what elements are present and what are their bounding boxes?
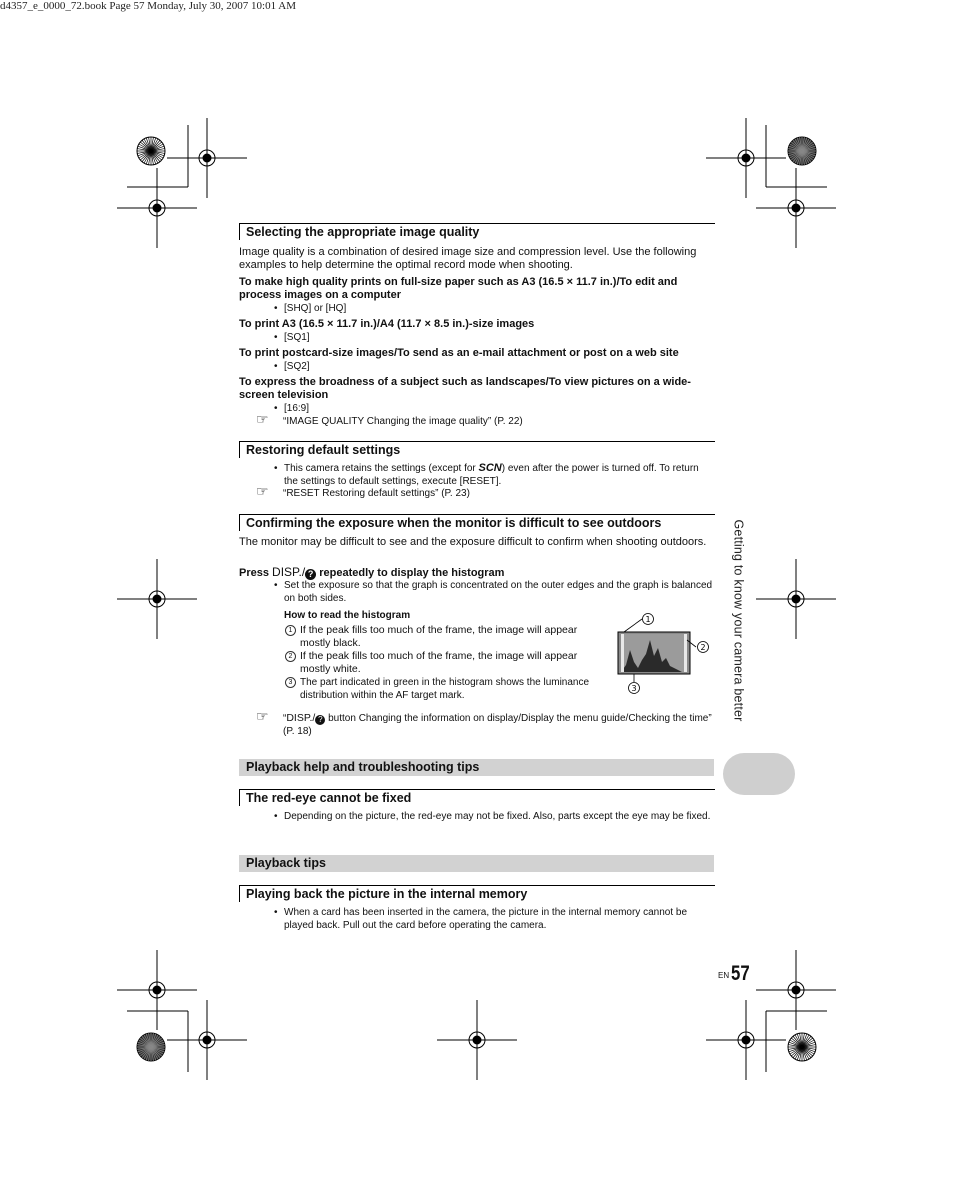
pointing-hand-icon: ☞ [256,411,269,427]
marker-1: 1 [645,615,651,624]
pointing-hand-icon: ☞ [256,708,269,724]
heading-text: Restoring default settings [246,443,401,457]
page-language: EN [718,971,730,980]
page-number: 57 [731,962,750,985]
question-circle-icon: ? [305,569,316,580]
print-header: d4357_e_0000_72.book Page 57 Monday, July 30, 2007 10:01 AM [0,0,296,12]
heading-text: Playback help and troubleshooting tips [246,760,480,774]
section-heading-redeye [239,789,715,806]
crosshair-mark [473,1036,481,1044]
histogram-list [285,624,595,702]
case1-title: To make high quality prints on full-size paper such as A3 (16.5 × 11.7 in.)/To edit and process images on a computer [239,276,678,301]
case3-title: To print postcard-size images/To send as an e-mail attachment or post on a web site [239,347,679,359]
heading-text: Playing back the picture in the internal memory [246,887,528,901]
marker-3: 3 [631,684,637,693]
scene-mode-icon: SCN [478,462,502,474]
section-heading-image-quality [239,223,715,240]
crosshair-mark [153,595,161,603]
side-tab-marker [723,753,795,795]
crosshair-mark [792,595,800,603]
press-disp-instruction: Press DISP./ ? repeatedly to display the histogram [239,565,505,579]
section-heading-internal-memory [239,885,715,902]
heading-text: The red-eye cannot be fixed [246,791,412,805]
crosshair-mark [153,986,161,994]
crosshair-mark [203,1036,211,1044]
how-to-read-title: How to read the histogram [284,610,411,621]
list-item: 1 If the peak fills too much of the frame, the image will appear mostly black. [285,624,595,650]
section-heading-exposure [239,514,715,531]
section-bar-playback-help [239,759,714,776]
heading-text: Selecting the appropriate image quality [246,225,480,239]
heading-text: Playback tips [246,856,326,870]
crosshair-mark [742,1036,750,1044]
heading-text: Confirming the exposure when the monitor is difficult to see outdoors [246,516,662,530]
side-tab [728,520,748,750]
section-heading-restore [239,441,715,458]
crosshair-mark [742,154,750,162]
marker-2: 2 [700,643,706,652]
pointing-hand-icon: ☞ [256,483,269,499]
case2-title: To print A3 (16.5 × 11.7 in.)/A4 (11.7 × 8.5 in.)-size images [239,318,535,330]
crosshair-mark [792,204,800,212]
exposure-intro: The monitor may be difficult to see and the exposure difficult to confirm when shooting outdoors. [239,536,707,548]
histogram-figure [612,610,714,696]
list-item: 3 The part indicated in green in the histogram shows the luminance distribution within the AF target mark. [285,676,595,702]
crosshair-mark [792,986,800,994]
image-quality-intro: Image quality is a combination of desired image size and compression level. Use the following examples to help determine the optimal record mode when shooting. [239,246,697,271]
question-circle-icon: ? [315,715,325,725]
side-tab-label: Getting to know your camera better [731,519,746,722]
section-bar-playback-tips [239,855,714,872]
list-item: 2 If the peak fills too much of the frame, the image will appear mostly white. [285,650,595,676]
crosshair-mark [153,204,161,212]
case4-title: To express the broadness of a subject such as landscapes/To view pictures on a wide-screen television [239,376,691,401]
crosshair-mark [203,154,211,162]
